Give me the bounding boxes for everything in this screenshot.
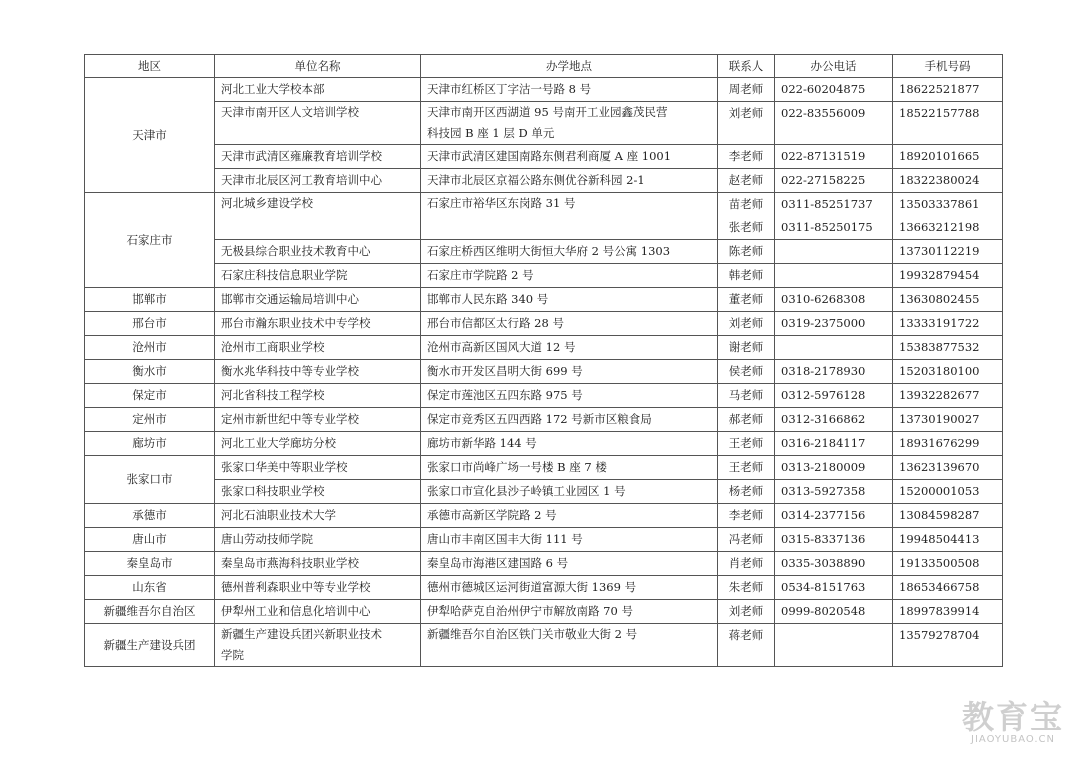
cell-line: 18653466758: [899, 580, 980, 594]
cell-line: 李老师: [728, 508, 764, 522]
cell-line: 0319-2375000: [781, 316, 866, 330]
table-row: [85, 408, 1003, 432]
cell-line: 邢台市信都区太行路 28 号: [427, 316, 564, 330]
cell-line: 周老师: [728, 82, 764, 96]
contact-cell: [718, 240, 775, 264]
cell-line: 张家口科技职业学校: [221, 484, 325, 498]
cell-line: 德州普利森职业中等专业学校: [221, 580, 371, 594]
mobile-cell: [893, 576, 1003, 600]
address-cell: [421, 504, 718, 528]
cell-line: 18522157788: [899, 106, 980, 120]
cell-line: 董老师: [728, 292, 764, 306]
cell-line: 天津市红桥区丁字沽一号路 8 号: [427, 82, 592, 96]
contact-cell: [718, 384, 775, 408]
region-cell: 唐山市: [85, 528, 215, 552]
cell-line: 邯郸市交通运输局培训中心: [221, 292, 359, 306]
table-row: [85, 504, 1003, 528]
cell-line: 河北工业大学校本部: [221, 82, 325, 96]
address-cell: [421, 576, 718, 600]
region-cell: 天津市: [85, 78, 215, 193]
table-row: [85, 480, 1003, 504]
address-cell: [421, 145, 718, 169]
mobile-cell: [893, 552, 1003, 576]
table-row: [85, 336, 1003, 360]
unit-name-cell: [215, 384, 421, 408]
cell-line: [781, 264, 886, 287]
unit-name-cell: [215, 576, 421, 600]
address-cell: [421, 456, 718, 480]
cell-line: 022-60204875: [781, 82, 866, 96]
table-row: [85, 432, 1003, 456]
mobile-cell: [893, 456, 1003, 480]
region-cell: 新疆生产建设兵团: [85, 624, 215, 667]
address-cell: [421, 193, 718, 240]
contact-cell: [718, 264, 775, 288]
mobile-cell: [893, 102, 1003, 145]
cell-line: 保定市莲池区五四东路 975 号: [427, 388, 583, 402]
watermark-logo: 教育宝: [961, 698, 1064, 736]
header-contact: 联系人: [718, 55, 775, 78]
contact-cell: [718, 102, 775, 145]
address-cell: [421, 528, 718, 552]
cell-line: 天津市北辰区河工教育培训中心: [221, 173, 382, 187]
cell-line: 15383877532: [899, 340, 980, 354]
mobile-cell: [893, 193, 1003, 240]
office-phone-cell: [775, 336, 893, 360]
mobile-cell: [893, 336, 1003, 360]
cell-line: 廊坊市新华路 144 号: [427, 436, 537, 450]
cell-line: 赵老师: [728, 173, 764, 187]
cell-line: 0311-85251737: [781, 197, 873, 211]
unit-name-cell: [215, 264, 421, 288]
office-phone-cell: [775, 193, 893, 240]
table-header-row: [85, 55, 1003, 78]
cell-line: 伊犁州工业和信息化培训中心: [221, 604, 371, 618]
cell-line: 蒋老师: [728, 628, 764, 642]
table-row: [85, 456, 1003, 480]
mobile-cell: [893, 169, 1003, 193]
cell-line: 秦皇岛市燕海科技职业学校: [221, 556, 359, 570]
cell-line: [781, 336, 886, 359]
address-cell: [421, 102, 718, 145]
cell-line: 0313-2180009: [781, 460, 866, 474]
cell-line: 科技园 B 座 1 层 D 单元: [427, 126, 555, 140]
table-row: [85, 600, 1003, 624]
cell-line: 0310-6268308: [781, 292, 866, 306]
cell-line: 秦皇岛市海港区建国路 6 号: [427, 556, 569, 570]
office-phone-cell: [775, 576, 893, 600]
cell-line: 德州市德城区运河街道富源大街 1369 号: [427, 580, 637, 594]
unit-name-cell: [215, 145, 421, 169]
office-phone-cell: [775, 504, 893, 528]
cell-line: 衡水兆华科技中等专业学校: [221, 364, 359, 378]
mobile-cell: [893, 480, 1003, 504]
cell-line: 刘老师: [728, 316, 764, 330]
cell-line: 肖老师: [728, 556, 764, 570]
contact-cell: [718, 78, 775, 102]
contact-cell: [718, 480, 775, 504]
office-phone-cell: [775, 624, 893, 667]
cell-line: 0314-2377156: [781, 508, 866, 522]
cell-line: 承德市高新区学院路 2 号: [427, 508, 557, 522]
mobile-cell: [893, 145, 1003, 169]
region-cell: 秦皇岛市: [85, 552, 215, 576]
cell-line: 苗老师: [728, 197, 764, 211]
contact-cell: [718, 528, 775, 552]
mobile-cell: [893, 240, 1003, 264]
office-phone-cell: [775, 552, 893, 576]
cell-line: 18997839914: [899, 604, 980, 618]
cell-line: 0313-5927358: [781, 484, 866, 498]
unit-name-cell: [215, 169, 421, 193]
cell-line: 谢老师: [728, 340, 764, 354]
watermark-url: JIAOYUBAO.CN: [971, 734, 1055, 745]
mobile-cell: [893, 384, 1003, 408]
cell-line: 唐山劳动技师学院: [221, 532, 313, 546]
cell-line: 冯老师: [728, 532, 764, 546]
region-cell: 张家口市: [85, 456, 215, 504]
cell-line: 伊犁哈萨克自治州伊宁市解放南路 70 号: [427, 604, 633, 618]
cell-line: 18920101665: [899, 149, 980, 163]
contact-cell: [718, 145, 775, 169]
cell-line: 13084598287: [899, 508, 980, 522]
cell-line: 022-83556009: [781, 106, 866, 120]
cell-line: 天津市南开区人文培训学校: [221, 105, 359, 119]
office-phone-cell: [775, 432, 893, 456]
table-row: [85, 193, 1003, 240]
header-office-phone: 办公电话: [775, 55, 893, 78]
cell-line: 天津市南开区西湖道 95 号南开工业园鑫茂民营: [427, 105, 668, 119]
cell-line: 0318-2178930: [781, 364, 866, 378]
address-cell: [421, 624, 718, 667]
cell-line: 13663212198: [899, 220, 980, 234]
cell-line: [781, 240, 886, 263]
cell-line: 新疆生产建设兵团兴新职业技术: [221, 627, 382, 641]
cell-line: 唐山市丰南区国丰大街 111 号: [427, 532, 583, 546]
cell-line: 王老师: [728, 436, 764, 450]
office-phone-cell: [775, 600, 893, 624]
cell-line: 保定市竞秀区五四西路 172 号新市区粮食局: [427, 412, 652, 426]
cell-line: 新疆维吾尔自治区铁门关市敬业大街 2 号: [427, 627, 638, 641]
address-cell: [421, 384, 718, 408]
unit-name-cell: [215, 600, 421, 624]
table-row: [85, 576, 1003, 600]
contact-cell: [718, 456, 775, 480]
table-row: [85, 169, 1003, 193]
office-phone-cell: [775, 384, 893, 408]
unit-name-cell: [215, 312, 421, 336]
header-unit-name: 单位名称: [215, 55, 421, 78]
cell-line: 河北石油职业技术大学: [221, 508, 336, 522]
cell-line: 侯老师: [728, 364, 764, 378]
cell-line: 无极县综合职业技术教育中心: [221, 244, 371, 258]
table-row: [85, 312, 1003, 336]
cell-line: 19932879454: [899, 268, 980, 282]
cell-line: 18622521877: [899, 82, 980, 96]
region-cell: 沧州市: [85, 336, 215, 360]
mobile-cell: [893, 600, 1003, 624]
school-contact-table: [84, 54, 1003, 667]
cell-line: 学院: [221, 648, 244, 662]
address-cell: [421, 240, 718, 264]
table-row: [85, 384, 1003, 408]
cell-line: 韩老师: [728, 268, 764, 282]
office-phone-cell: [775, 456, 893, 480]
cell-line: 河北省科技工程学校: [221, 388, 325, 402]
cell-line: 张家口市尚峰广场一号楼 B 座 7 楼: [427, 460, 607, 474]
office-phone-cell: [775, 408, 893, 432]
table-row: [85, 240, 1003, 264]
unit-name-cell: [215, 408, 421, 432]
cell-line: 张家口华美中等职业学校: [221, 460, 348, 474]
cell-line: 13579278704: [899, 628, 980, 642]
cell-line: 张老师: [728, 220, 764, 234]
table-row: [85, 552, 1003, 576]
table-row: [85, 360, 1003, 384]
cell-line: 022-27158225: [781, 173, 866, 187]
unit-name-cell: [215, 102, 421, 145]
cell-line: 0312-3166862: [781, 412, 866, 426]
contact-cell: [718, 432, 775, 456]
region-cell: 廊坊市: [85, 432, 215, 456]
unit-name-cell: [215, 288, 421, 312]
cell-line: 天津市武清区建国南路东侧君利商厦 A 座 1001: [427, 149, 672, 163]
cell-line: 0312-5976128: [781, 388, 866, 402]
cell-line: 13503337861: [899, 197, 980, 211]
cell-line: 0316-2184117: [781, 436, 866, 450]
table-row: [85, 145, 1003, 169]
contact-cell: [718, 552, 775, 576]
office-phone-cell: [775, 169, 893, 193]
region-cell: 定州市: [85, 408, 215, 432]
office-phone-cell: [775, 240, 893, 264]
address-cell: [421, 480, 718, 504]
mobile-cell: [893, 288, 1003, 312]
contact-cell: [718, 504, 775, 528]
cell-line: 0335-3038890: [781, 556, 866, 570]
table-row: [85, 288, 1003, 312]
address-cell: [421, 360, 718, 384]
mobile-cell: [893, 528, 1003, 552]
address-cell: [421, 264, 718, 288]
cell-line: 沧州市高新区国风大道 12 号: [427, 340, 576, 354]
mobile-cell: [893, 264, 1003, 288]
table-row: [85, 264, 1003, 288]
table-row: [85, 624, 1003, 667]
region-cell: 承德市: [85, 504, 215, 528]
region-cell: 邯郸市: [85, 288, 215, 312]
cell-line: 13630802455: [899, 292, 980, 306]
cell-line: 15200001053: [899, 484, 980, 498]
cell-line: 18931676299: [899, 436, 980, 450]
cell-line: 13730190027: [899, 412, 980, 426]
contact-cell: [718, 336, 775, 360]
table-row: [85, 102, 1003, 145]
cell-line: 19948504413: [899, 532, 980, 546]
cell-line: 0311-85250175: [781, 220, 873, 234]
cell-line: [781, 624, 886, 647]
cell-line: 0534-8151763: [781, 580, 866, 594]
cell-line: 13623139670: [899, 460, 980, 474]
office-phone-cell: [775, 360, 893, 384]
cell-line: 王老师: [728, 460, 764, 474]
unit-name-cell: [215, 336, 421, 360]
office-phone-cell: [775, 102, 893, 145]
cell-line: 石家庄市裕华区东岗路 31 号: [427, 196, 576, 210]
cell-line: 天津市武清区雍廉教育培训学校: [221, 149, 382, 163]
header-mobile: 手机号码: [893, 55, 1003, 78]
cell-line: 13932282677: [899, 388, 980, 402]
cell-line: 13730112219: [899, 244, 980, 258]
cell-line: 郝老师: [728, 412, 764, 426]
cell-line: 19133500508: [899, 556, 980, 570]
table-row: [85, 528, 1003, 552]
unit-name-cell: [215, 504, 421, 528]
contact-cell: [718, 288, 775, 312]
mobile-cell: [893, 504, 1003, 528]
unit-name-cell: [215, 528, 421, 552]
region-cell: 邢台市: [85, 312, 215, 336]
unit-name-cell: [215, 432, 421, 456]
cell-line: 张家口市宣化县沙子岭镇工业园区 1 号: [427, 484, 626, 498]
unit-name-cell: [215, 480, 421, 504]
cell-line: 0315-8337136: [781, 532, 866, 546]
office-phone-cell: [775, 145, 893, 169]
region-cell: 石家庄市: [85, 193, 215, 288]
header-address: 办学地点: [421, 55, 718, 78]
cell-line: 022-87131519: [781, 149, 866, 163]
address-cell: [421, 169, 718, 193]
cell-line: 石家庄市学院路 2 号: [427, 268, 534, 282]
mobile-cell: [893, 360, 1003, 384]
address-cell: [421, 288, 718, 312]
cell-line: 沧州市工商职业学校: [221, 340, 325, 354]
unit-name-cell: [215, 552, 421, 576]
office-phone-cell: [775, 288, 893, 312]
cell-line: 天津市北辰区京福公路东侧优谷新科园 2-1: [427, 173, 645, 187]
site-watermark: [962, 700, 1064, 746]
unit-name-cell: [215, 360, 421, 384]
address-cell: [421, 552, 718, 576]
contact-cell: [718, 408, 775, 432]
address-cell: [421, 312, 718, 336]
cell-line: 朱老师: [728, 580, 764, 594]
unit-name-cell: [215, 193, 421, 240]
address-cell: [421, 432, 718, 456]
contact-cell: [718, 624, 775, 667]
region-cell: 新疆维吾尔自治区: [85, 600, 215, 624]
address-cell: [421, 600, 718, 624]
office-phone-cell: [775, 264, 893, 288]
unit-name-cell: [215, 240, 421, 264]
cell-line: 石家庄科技信息职业学院: [221, 268, 348, 282]
cell-line: 定州市新世纪中等专业学校: [221, 412, 359, 426]
address-cell: [421, 336, 718, 360]
header-region: 地区: [85, 55, 215, 78]
cell-line: 衡水市开发区昌明大街 699 号: [427, 364, 583, 378]
cell-line: 河北工业大学廊坊分校: [221, 436, 336, 450]
cell-line: 石家庄桥西区维明大街恒大华府 2 号公寓 1303: [427, 244, 671, 258]
mobile-cell: [893, 312, 1003, 336]
cell-line: 杨老师: [728, 484, 764, 498]
contact-cell: [718, 169, 775, 193]
unit-name-cell: [215, 624, 421, 667]
office-phone-cell: [775, 78, 893, 102]
contact-cell: [718, 360, 775, 384]
cell-line: 15203180100: [899, 364, 980, 378]
office-phone-cell: [775, 312, 893, 336]
mobile-cell: [893, 432, 1003, 456]
office-phone-cell: [775, 480, 893, 504]
mobile-cell: [893, 624, 1003, 667]
table-row: [85, 78, 1003, 102]
contact-cell: [718, 600, 775, 624]
cell-line: 邯郸市人民东路 340 号: [427, 292, 549, 306]
region-cell: 衡水市: [85, 360, 215, 384]
cell-line: 刘老师: [728, 106, 764, 120]
address-cell: [421, 408, 718, 432]
cell-line: 0999-8020548: [781, 604, 866, 618]
contact-cell: [718, 576, 775, 600]
office-phone-cell: [775, 528, 893, 552]
cell-line: 13333191722: [899, 316, 980, 330]
cell-line: 18322380024: [899, 173, 980, 187]
cell-line: 马老师: [728, 388, 764, 402]
unit-name-cell: [215, 456, 421, 480]
cell-line: 河北城乡建设学校: [221, 196, 313, 210]
table-body: [85, 78, 1003, 667]
contact-cell: [718, 193, 775, 240]
address-cell: [421, 78, 718, 102]
mobile-cell: [893, 78, 1003, 102]
cell-line: 刘老师: [728, 604, 764, 618]
contact-cell: [718, 312, 775, 336]
cell-line: 邢台市瀚东职业技术中专学校: [221, 316, 371, 330]
region-cell: 山东省: [85, 576, 215, 600]
region-cell: 保定市: [85, 384, 215, 408]
mobile-cell: [893, 408, 1003, 432]
unit-name-cell: [215, 78, 421, 102]
cell-line: 陈老师: [728, 244, 764, 258]
cell-line: 李老师: [728, 149, 764, 163]
